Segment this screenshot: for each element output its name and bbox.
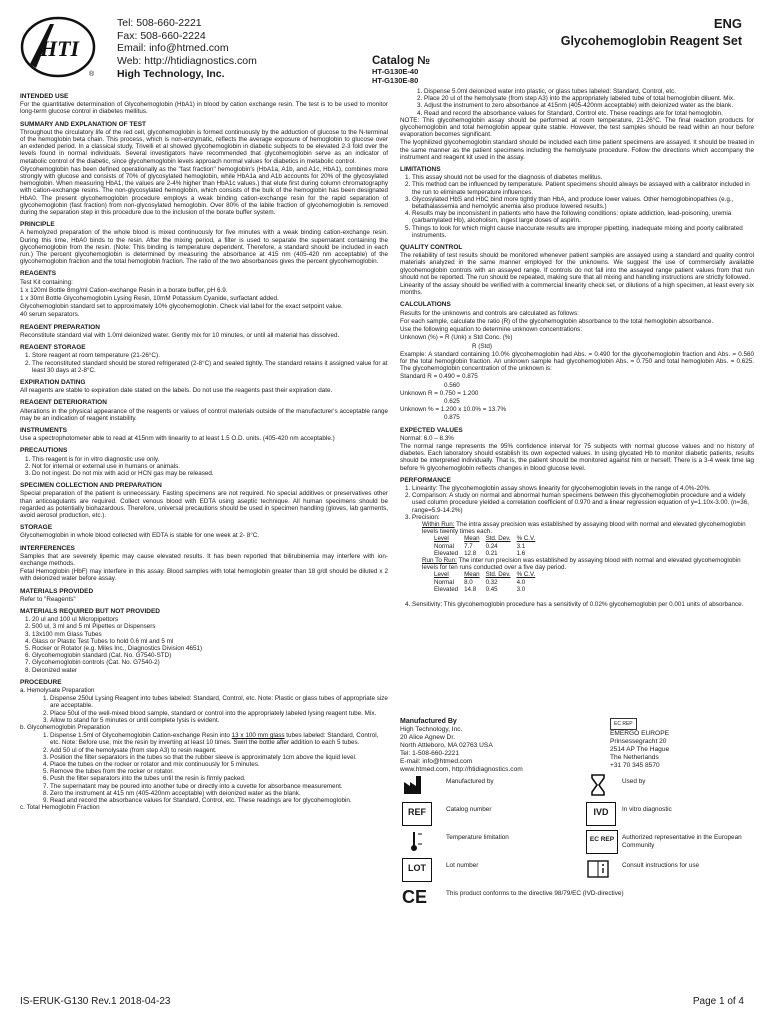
precision-run: Run To Run: The inter run precision was established by assaying blood with normal and elevated glycohemoglobin levels for ten runs conducted over a five day period. — [422, 556, 741, 572]
line: Test Kit containing: — [20, 278, 73, 286]
list-item: 2. Add 50 ul of the hemolysate (from step A3) to resin reagent. — [50, 747, 388, 754]
section-heading: EXPIRATION DATING — [20, 378, 86, 386]
section-heading: PROCEDURE — [20, 678, 62, 686]
section-heading: LIMITATIONS — [400, 166, 441, 174]
section-heading: PERFORMANCE — [400, 476, 451, 484]
right-column — [400, 88, 754, 608]
section-heading: QUALITY CONTROL — [400, 244, 463, 252]
manufacturer-heading: Manufactured By — [400, 718, 457, 725]
paragraph: All reagents are stable to expiration date stated on the labels. Do not use the reagents past their expiration date. — [20, 387, 333, 395]
line: Results for the unknowns and controls are calculated as follows: — [400, 309, 579, 317]
list-item: 1. Linearity: The glycohemoglobin assay shows linearity for glycohemoglobin levels in the range of 4.0%-20%. — [412, 485, 754, 492]
precision-table-within: Level Mean Std. Dev. % C.V. Normal 7.7 0.24 3.1 Elevated 12.8 0.21 1.6 — [434, 535, 541, 557]
paragraph: Glycohemoglobin in whole blood collected with EDTA is stable for one week at 2- 8°C. — [20, 532, 260, 540]
list-item: 3. Position the filter separators in the tubes so that the rubber sleeve is approximately 1cm above the liquid level. — [50, 754, 388, 761]
equation-line: Standard R = 0.490 = 0.875 — [400, 373, 478, 381]
paragraph: Fetal Hemoglobin (HbF) may interfere in this assay. Blood samples with total hemoglobin greater than 18 g/dl should be diluted x 2 with deionized water before assay. — [20, 568, 388, 583]
list-item: 6. Glycohemoglobin standard (Cat. No. G7540-STD) — [32, 652, 388, 659]
paragraph: Refer to "Reagents" — [20, 595, 76, 603]
list-item: 2. Not for internal or external use in humans or animals. — [32, 463, 388, 470]
paragraph: Use a spectrophotometer able to read at 415nm with linearity to at least 1.5 O.D. units. (405-420 nm acceptable.) — [20, 435, 335, 443]
symbol-row: Manufactured by Used by — [400, 774, 754, 798]
list-item: 4. Read and record the absorbance values for Standard, Control etc. These readings are for total hemoglobin. — [424, 110, 754, 117]
list-item: 1. This assay should not be used for the diagnosis of diabetes mellitus. — [412, 174, 754, 181]
section-heading: CALCULATIONS — [400, 301, 451, 309]
list-item: 4. Glass or Plastic Test Tubes to hold 0.6 ml and 5 ml — [32, 638, 388, 645]
document-header — [0, 0, 768, 88]
ivd-icon: IVD — [586, 802, 616, 826]
line: 1 x 120ml Bottle 8mg/ml Cation-exchange Resin in a borate buffer, pH 6.9. — [20, 286, 228, 294]
line: Use the following equation to determine unknown concentrations: — [400, 326, 583, 334]
note-paragraph: NOTE: This glycohemoglobin assay should be performed at room temperature, 21-26°C. The final reaction products for glycohemoglobin and total hemoglobin appear quite stable. However, the test samples should be read within an hour before evaporation becomes significant. — [400, 116, 754, 139]
line: Normal: 6.0 – 8.3% — [400, 434, 454, 442]
list-item: 3. Glycosylated HbS and HbC bind more tightly than HbA, and produce lower values. Other hemoglobinopathies (e.g., betathalassemia and hemolytic anemia also produce lowered results.) — [412, 196, 754, 210]
ref-icon: REF — [402, 802, 432, 826]
hti-logo-icon — [18, 14, 98, 80]
list-item: 1. Dispense 5.0ml deionized water into plastic, or glass tubes labeled: Standard, Control, etc. — [424, 88, 754, 95]
list-item: 5. Things to look for which might cause inaccurate results are improper pipetting, inadequate mixing and poorly calibrated instruments. — [412, 225, 754, 239]
line: 1 x 30ml Bottle Glycohemoglobin Lysing Resin, 10mM Potassium Cyanide, surfactant added. — [20, 295, 279, 303]
numbered-list — [20, 616, 388, 674]
list-item: 8. Zero the instrument at 415 nm (405-420nm acceptable) with deionized water as the blank. — [50, 790, 388, 797]
list-item: 9. Read and record the absorbance values for Standard, Control, etc. These readings are for glycohemoglobin. — [50, 797, 388, 804]
section-heading: INTENDED USE — [20, 93, 69, 100]
equation-denominator: 0.625 — [444, 397, 460, 405]
paragraph: Samples that are severely lipemic may cause elevated results. It has been reported that bilirubinemia may interfere with ion-exchange methods. — [20, 552, 388, 567]
subsection-heading: a. Hemolysate Preparation — [20, 687, 95, 695]
email-line[interactable]: Email: info@htmed.com — [117, 42, 229, 54]
section-heading: PRINCIPLE — [20, 221, 55, 229]
company-name: High Technology, Inc. — [117, 68, 225, 80]
catalog-code: HT-G130E-40 — [372, 67, 419, 76]
table-row: Elevated 12.8 0.21 1.6 — [434, 549, 526, 557]
numbered-list — [400, 485, 754, 608]
subsection-heading: b. Glycohemoglobin Preparation — [20, 724, 110, 732]
section-heading: INTERFERENCES — [20, 544, 75, 552]
section-heading: REAGENTS — [20, 270, 57, 278]
list-item: 7. Glycohemoglobin controls (Cat. No. G7540-2) — [32, 659, 388, 666]
equation-line: Unknown % = 1.200 x 10.0% = 13.7% — [400, 406, 507, 414]
equation-line: Unknown (%) = R (Unk) x Std Conc. (%) — [400, 334, 513, 342]
catalog-label: Catalog № — [372, 55, 431, 67]
section-heading: SUMMARY AND EXPLANATION OF TEST — [20, 120, 147, 128]
left-column — [20, 88, 388, 812]
symbol-row: CE This product conforms to the directive 98/79/EC (IVD-directive) — [402, 887, 624, 907]
list-item: 4. Sensitivity: This glycohemoglobin procedure has a sensitivity of 0.02% glycohemoglobin per 0.001 units of absorbance. — [412, 601, 754, 608]
numbered-list — [20, 732, 388, 804]
symbol-row: Temperature limitation EC REP Authorized representative in the European Community — [400, 830, 754, 854]
paragraph: Linearity of the assay should be verified with a commercial linearity check set, or dilutions of a high specimen, at least every six months. — [400, 282, 754, 297]
paragraph: The reliability of test results should be monitored whenever patient samples are assayed using a standard and quality control materials analyzed in the same manner employed for the unknowns. We suggest the use of commercially available glycohemoglobin controls with an assayed range. If controls do not fall into the assayed range patient values from that run should not be reported. The run should be repeated, making sure that all mixing and handling instructions are strictly followed. — [400, 252, 754, 281]
numbered-list — [20, 456, 388, 478]
list-item: 4. Results may be inconsistent in patients who have the following conditions: opiate addiction, lead-poisoning, uremia (carbamylated Hb), alcoholism, ingest large doses of aspirin. — [412, 210, 754, 224]
paragraph: A hemolyzed preparation of the whole blood is mixed continuously for five minutes with a weak binding cation-exchange resin. During this time, HbA0 binds to the resin. After the mixing period, a filter is used to separate the supernatant containing the glycohemoglobin from the resin. (Note: This binding is temperature dependent. Therefore, a standard should be included in each run.) The percent glycohemoglobin is determined by measuring the absorbance at 415 nm (405-420 nm acceptable) of the glycohemoglobin fraction and the total hemoglobin fraction. The ratio of the two absorbances gives the percent glycohemoglobin. — [20, 229, 388, 266]
lot-icon: LOT — [402, 858, 432, 882]
document-id: IS-ERUK-G130 Rev.1 2018-04-23 — [20, 996, 171, 1007]
numbered-list — [20, 352, 388, 374]
page-number: Page 1 of 4 — [692, 996, 744, 1007]
list-item: 3. Allow to stand for 5 minutes or until complete lysis is evident. — [50, 717, 388, 724]
equation-denominator: 0.560 — [444, 381, 460, 389]
list-item: 1. 20 ul and 100 ul Micropipettors — [32, 616, 388, 623]
equation-denominator: 0.875 — [444, 414, 460, 422]
paragraph: Alterations in the physical appearance of the reagents or values of control materials outside of the manufacturer's acceptable range may be an indication of reagent instability. — [20, 407, 388, 422]
section-heading: INSTRUMENTS — [20, 426, 67, 434]
manufacturer-block: Manufactured By High Technology, Inc. 20 Alice Agnew Dr. North Attleboro, MA 02763 USA Tel: 1-508-660-2221 E-mail: info@htmed.com www.htmed.com, http://htidiagnostics.com EC REP EMERGO EUROPE Prinsessegracht 20 2514 AP The Hague The Netherlands +31 70 345 8570 Manufactured by Used by REF Catalog number IVD In vitro diagnostic Temperature limitation EC REP Authorized representative in the European Community LOT Lot number Consult instructions for use CE This product conforms to the directive 98/79/EC (IVD-directive) — [400, 718, 754, 924]
paragraph: Reconstitute standard vial with 1.0ml deionized water. Gently mix for 10 minutes, or until all material has dissolved. — [20, 331, 340, 339]
list-item: 1. Dispense 1.5ml of Glycohemoglobin Cation-exchange Resin into 13 x 100 mm glass tubes labeled: Standard, Control, etc. Note: Before use, mix the resin by inverting at least 10 times. Swirl the bottle after addition to each 5 tubes. — [50, 732, 388, 746]
list-item: 1. Store reagent at room temperature (21-26°C). — [32, 352, 388, 359]
web-line[interactable]: Web: http://htidiagnostics.com — [117, 54, 257, 67]
list-item: 8. Deionized water — [32, 667, 388, 674]
factory-icon — [402, 774, 426, 796]
list-item: 3. Do not ingest. Do not mix with acid or HCN gas may be released. — [32, 470, 388, 477]
section-heading: PRECAUTIONS — [20, 447, 68, 455]
table-row: Normal 8.0 0.32 4.0 — [434, 578, 526, 586]
list-item: 5. Remove the tubes from the rocker or rotator. — [50, 768, 388, 775]
section-heading: REAGENT PREPARATION — [20, 323, 100, 331]
list-item: 2. Place 50ul of the well-mixed blood sample, standard or control into the appropriately labeled lysing reagent tube. Mix. — [50, 710, 388, 717]
list-item: 3. 13x100 mm Glass Tubes — [32, 631, 388, 638]
list-item: 4. Place the tubes on the rocker or rotator and mix continuously for 5 minutes. — [50, 761, 388, 768]
section-heading: REAGENT DETERIORATION — [20, 399, 107, 407]
symbol-row: REF Catalog number IVD In vitro diagnostic — [400, 802, 754, 826]
table-row: Elevated 14.8 0.45 3.0 — [434, 585, 526, 593]
section-heading: STORAGE — [20, 524, 53, 532]
catalog-code: HT-G130E-80 — [372, 76, 419, 85]
ec-rep-icon: EC REP — [586, 830, 618, 854]
symbol-row: LOT Lot number Consult instructions for use — [400, 858, 754, 882]
hourglass-icon — [586, 774, 610, 796]
subsection-heading: c. Total Hemoglobin Fraction — [20, 804, 100, 812]
list-item: 2. Place 20 ul of the hemolysate (from step A3) into the appropriately labeled tube of total hemoglobin diluent. Mix. — [424, 95, 754, 102]
language-code: ENG — [713, 16, 742, 31]
list-item: 2. The reconstituted standard should be stored refrigerated (2-8°C) and sealed tightly. The standard retains it assigned value for at least 30 days at 2-8°C. — [32, 360, 388, 374]
title-block — [561, 16, 742, 48]
page-footer — [20, 996, 744, 1007]
ec-rep-label: EC REP — [610, 718, 637, 730]
book-info-icon — [586, 858, 610, 880]
section-heading: EXPECTED VALUES — [400, 426, 463, 434]
section-heading: MATERIALS PROVIDED — [20, 587, 94, 595]
precision-table-run: Level Mean Std. Dev. % C.V. Normal 8.0 0.32 4.0 Elevated 14.8 0.45 3.0 — [434, 571, 541, 593]
logo-text: HTI — [40, 36, 80, 61]
paragraph: Example: A standard containing 10.0% glycohemoglobin had Abs. = 0.490 for the glycohemoglobin fraction and Abs. = 0.560 for the total hemoglobin fraction. An unknown sample had glycohemoglobin Abs. = 0.750 and total hemoglobin Abs. = 0.625. The glycohemoglobin concentration of the unknown is: — [400, 350, 754, 373]
section-heading: REAGENT STORAGE — [20, 344, 86, 352]
list-item: 3. Precision: Within Run: The intra assay precision was established by assaying blood with normal and elevated glycohemoglobin levels twenty times each. Level Mean Std. Dev. % C.V. Normal 7.7 0.24 3.1 Elevated 12.8 0.21 1.6 Run To Run: The inter run precision was established by assaying blood with normal and elevated glycohemoglobin levels for ten runs conducted over a five day period. Level Mean Std. Dev. % C.V. Normal 8.0 0.32 4.0 Elevated 14.8 0.45 3.0 — [412, 514, 754, 593]
numbered-list — [400, 88, 754, 117]
list-item: 2. Comparison: A study on normal and abnormal human specimens between this glycohemoglobin procedure and a widely used column procedure yielded a correlation coefficient of 0.970 and a linear regression equation of y=1.10x-3.00. (n=36, range=5.9-14.2%) — [412, 492, 754, 514]
tel-line: Tel: 508-660-2221 — [117, 17, 202, 29]
numbered-list — [400, 174, 754, 239]
section-heading: SPECIMEN COLLECTION AND PREPARATION — [20, 482, 162, 490]
paragraph: Glycohemoglobin has been defined operationally as the "fast fraction" hemoglobin's (HbA1a, A1b, and A1c, HbA1), combines more strongly with glucose and consists of 70% of glycosylated hemoglobin, while HbA1a and A1b accounts for 20% of the glycosylated hemoglobin. When measuring HbA1, the values are 2-4% higher than HbA1c values.) that elute first during column chromatography with cation-exchange resins. The non-glycosylated hemoglobin, which consists of the bulk of the hemoglobin has been designated HbA0. The present glycohemoglobin procedure employs a weak binding cation-exchange resin for the rapid separation of glycohemoglobin (fast fraction) from non-glycosylated hemoglobin. Over 80% of the labile fraction of glycohemoglobin is removed during the separation step in this procedure due to the inclusion of the borate buffer system. — [20, 165, 388, 217]
section-heading: MATERIALS REQUIRED BUT NOT PROVIDED — [20, 607, 160, 615]
ec-rep-block: EC REP EMERGO EUROPE Prinsessegracht 20 2514 AP The Hague The Netherlands +31 70 345 8570 — [610, 718, 669, 770]
list-item: 2. This method can be influenced by temperature. Patient specimens should always be assayed with a calibrator included in the run to eliminate temperature influences. — [412, 181, 754, 195]
note-paragraph: The lyophilized glycohemoglobin standard should be included each time patient specimens are assayed. It should be treated in the same manner as the patient specimens including the hemolysate procedure. Follow the directions which accompany the instrument and reagent kit used in the assay. — [400, 139, 754, 161]
equation-line: Unknown R = 0.750 = 1.200 — [400, 389, 479, 397]
ce-mark-icon: CE — [402, 887, 428, 907]
list-item: 5. Rocker or Rotator (e.g. Miles Inc., Diagnostics Division 4651) — [32, 645, 388, 652]
equation-denominator: R (Std) — [472, 342, 492, 350]
paragraph: The normal range represents the 95% confidence interval for 75 subjects with normal glucose values and no history of diabetes. Each laboratory should establish its own expected values. In using glycated Hb to monitor diabetic patients, results should be interpreted individually. That is, the patient should be monitored against him or herself. There is a 3-4 week time lag before % glycohemoglobin reflects changes in blood glucose level. — [400, 442, 754, 472]
list-item: 1. This reagent is for in vitro diagnostic use only. — [32, 456, 388, 463]
numbered-list — [20, 695, 388, 724]
line: Glycohemoglobin standard set to approximately 10% glycohemoglobin. Check vial label for the exact setpoint value. — [20, 303, 343, 311]
paragraph: Special preparation of the patient is unnecessary. Fasting specimens are not required. No special additives or preservatives other than anticoagulants are required. Collect venous blood with EDTA using aseptic technique. All human specimens should be regarded as potentially biohazardous. Therefore, universal precautions should be used in specimen handling (gloves, lab garments, avoid aerosol production, etc.). — [20, 490, 388, 519]
list-item: 3. Adjust the instrument to zero absorbance at 415nm (405-420nm acceptable) with deionized water as the blank. — [424, 102, 754, 109]
catalog-block — [372, 55, 430, 85]
list-item: 1. Dispense 250ul Lysing Reagent into tubes labeled: Standard, Control, etc. Note: Plastic or glass tubes of appropriate size are acceptable. — [50, 695, 388, 709]
paragraph: Throughout the circulatory life of the red cell, glycohemoglobin is formed continuously by the adduction of glucose to the N-terminal of the hemoglobin beta chain. This process, which is non-enzymatic, reflects the average exposure of hemoglobin to glucose over an extended period. In a classical study, Trivelli et al showed glycohemoglobin in diabetic subjects to be elevated 2-3 fold over the levels found in normal individuals. Several investigators have recommended that glycohemoglobin serve as an indicator of metabolic control of the diabetic, since glycohemoglobin levels approach normal values for diabetics in metabolic control. — [20, 128, 388, 165]
contact-block — [117, 17, 257, 81]
line: For each sample, calculate the ratio (R) of the glycohemoglobin absorbance to the total hemoglobin absorbance. — [400, 317, 714, 325]
document-title: Glycohemoglobin Reagent Set — [560, 34, 742, 48]
thermometer-icon — [402, 830, 426, 852]
precision-within: Within Run: The intra assay precision was established by assaying blood with normal and elevated glycohemoglobin levels twenty times each. — [422, 520, 746, 536]
fax-line: Fax: 508-660-2224 — [117, 29, 206, 42]
table-row: Normal 7.7 0.24 3.1 — [434, 542, 526, 550]
svg-text:®: ® — [89, 71, 95, 78]
paragraph: For the quantitative determination of Glycohemoglobin (HbA1) in blood by cation exchange resin. The test is to be used to monitor long-term glucose control in diabetes mellitus. — [20, 101, 388, 116]
list-item: 7. The supernatant may be poured into another tube or directly into a cuvette for absorbance measurement. — [50, 783, 388, 790]
line: 40 serum separators. — [20, 311, 80, 319]
list-item: 2. 500 ul, 3 ml and 5 ml Pipettes or Dispensers — [32, 623, 388, 630]
list-item: 6. Push the filter separators into the tubes until the resin is firmly packed. — [50, 775, 388, 782]
